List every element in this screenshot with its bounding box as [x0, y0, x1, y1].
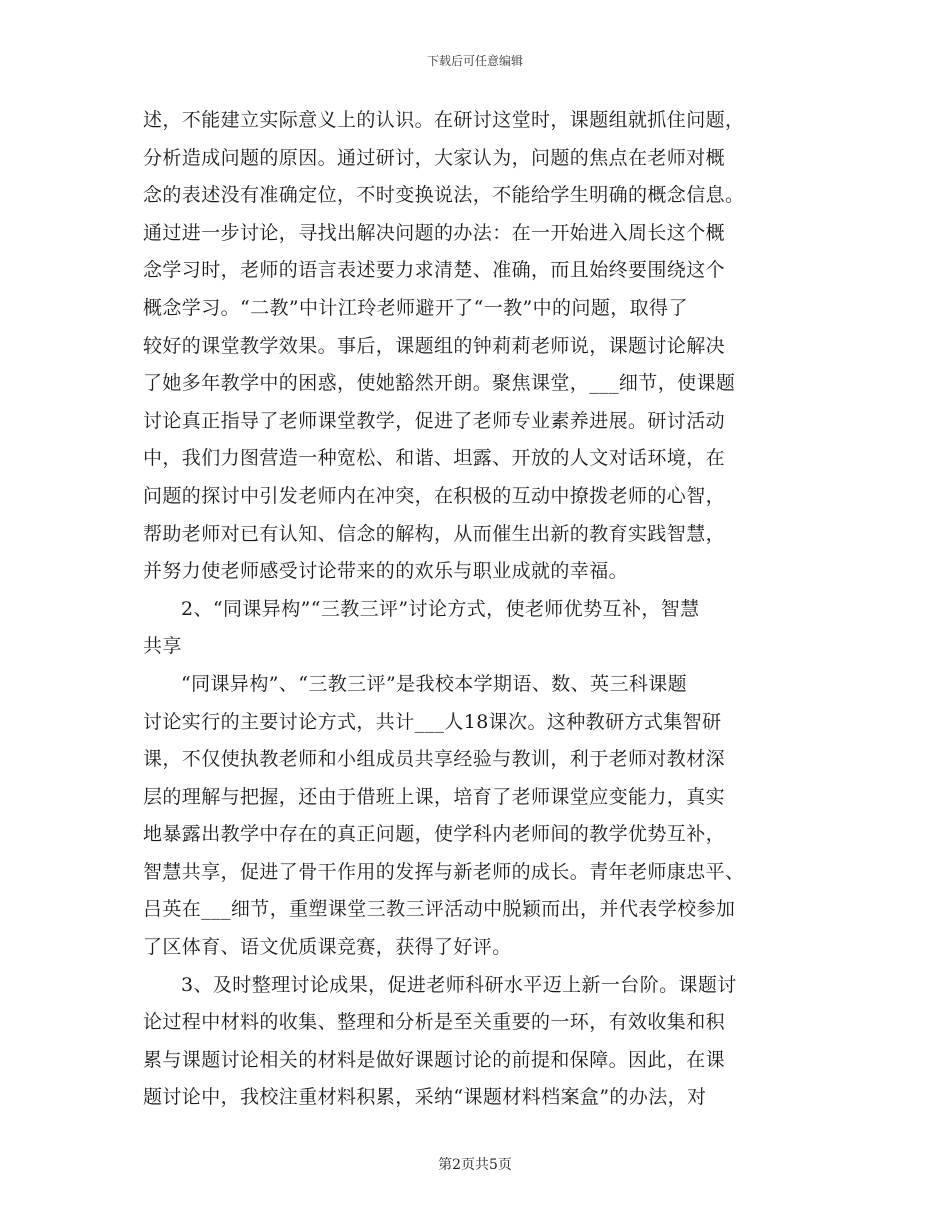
text-line: 并努力使老师感受讨论带来的的欢乐与职业成就的幸福。	[143, 560, 629, 583]
text-line: 3、及时整理讨论成果，促进老师科研水平迈上新一台阶。课题讨	[181, 973, 737, 996]
text-line: 通过进一步讨论，寻找出解决问题的办法：在一开始进入周长这个概	[143, 221, 726, 244]
text-line: 吕英在___细节，重塑课堂三教三评活动中脱颖而出，并代表学校参加	[143, 898, 736, 921]
text-line: 概念学习。“二教”中计江玲老师避开了“一教”中的问题，取得了	[143, 296, 688, 319]
text-line: 层的理解与把握，还由于借班上课，培育了老师课堂应变能力，真实	[143, 785, 726, 808]
document-body	[143, 102, 811, 1117]
text-line: 智慧共享，促进了骨干作用的发挥与新老师的成长。青年老师康忠平、	[143, 860, 745, 883]
text-line: 课，不仅使执教老师和小组成员共享经验与教训，利于老师对教材深	[143, 748, 726, 771]
text-line: 述，不能建立实际意义上的认识。在研讨这堂时，课题组就抓住问题，	[143, 109, 745, 131]
text-line: “同课异构”、“三教三评”是我校本学期语、数、英三科课题	[181, 672, 688, 695]
text-line: 念的表述没有准确定位，不时变换说法，不能给学生明确的概念信息。	[143, 184, 745, 207]
text-line: 讨论实行的主要讨论方式，共计___人18课次。这种教研方式集智研	[143, 710, 722, 733]
text-line: 论过程中材料的收集、整理和分析是至关重要的一环，有效收集和积	[143, 1011, 726, 1034]
text-line: 念学习时，老师的语言表述要力求清楚、准确，而且始终要围绕这个	[143, 259, 726, 282]
text-line: 讨论真正指导了老师课堂教学，促进了老师专业素养进展。研讨活动	[143, 409, 726, 432]
text-line: 帮助老师对已有认知、信念的解构，从而催生出新的教育实践智慧，	[143, 522, 726, 545]
text-line: 了区体育、语文优质课竞赛，获得了好评。	[143, 936, 512, 959]
page-number-footer: 第2页共5页	[438, 1157, 512, 1173]
text-line: 了她多年教学中的困惑，使她豁然开朗。聚焦课堂，___细节，使课题	[143, 372, 736, 395]
text-line: 分析造成问题的原因。通过研讨，大家认为，问题的焦点在老师对概	[143, 146, 726, 169]
text-line: 地暴露出教学中存在的真正问题，使学科内老师间的教学优势互补，	[143, 823, 726, 846]
text-line: 累与课题讨论相关的材料是做好课题讨论的前提和保障。因此，在课	[143, 1048, 726, 1071]
text-line: 中，我们力图营造一种宽松、和谐、坦露、开放的人文对话环境，在	[143, 447, 726, 470]
text-line: 题讨论中，我校注重材料积累，采纳“课题材料档案盒”的办法，对	[143, 1086, 707, 1109]
text-line: 2、“同课异构”“三教三评”讨论方式，使老师优势互补，智慧	[181, 597, 700, 620]
page-header: 下载后可任意编辑	[426, 54, 523, 68]
text-line: 较好的课堂教学效果。事后，课题组的钟莉莉老师说，课题讨论解决	[143, 334, 726, 357]
text-line: 共享	[143, 635, 182, 658]
text-line: 问题的探讨中引发老师内在冲突，在积极的互动中撩拨老师的心智，	[143, 484, 726, 507]
